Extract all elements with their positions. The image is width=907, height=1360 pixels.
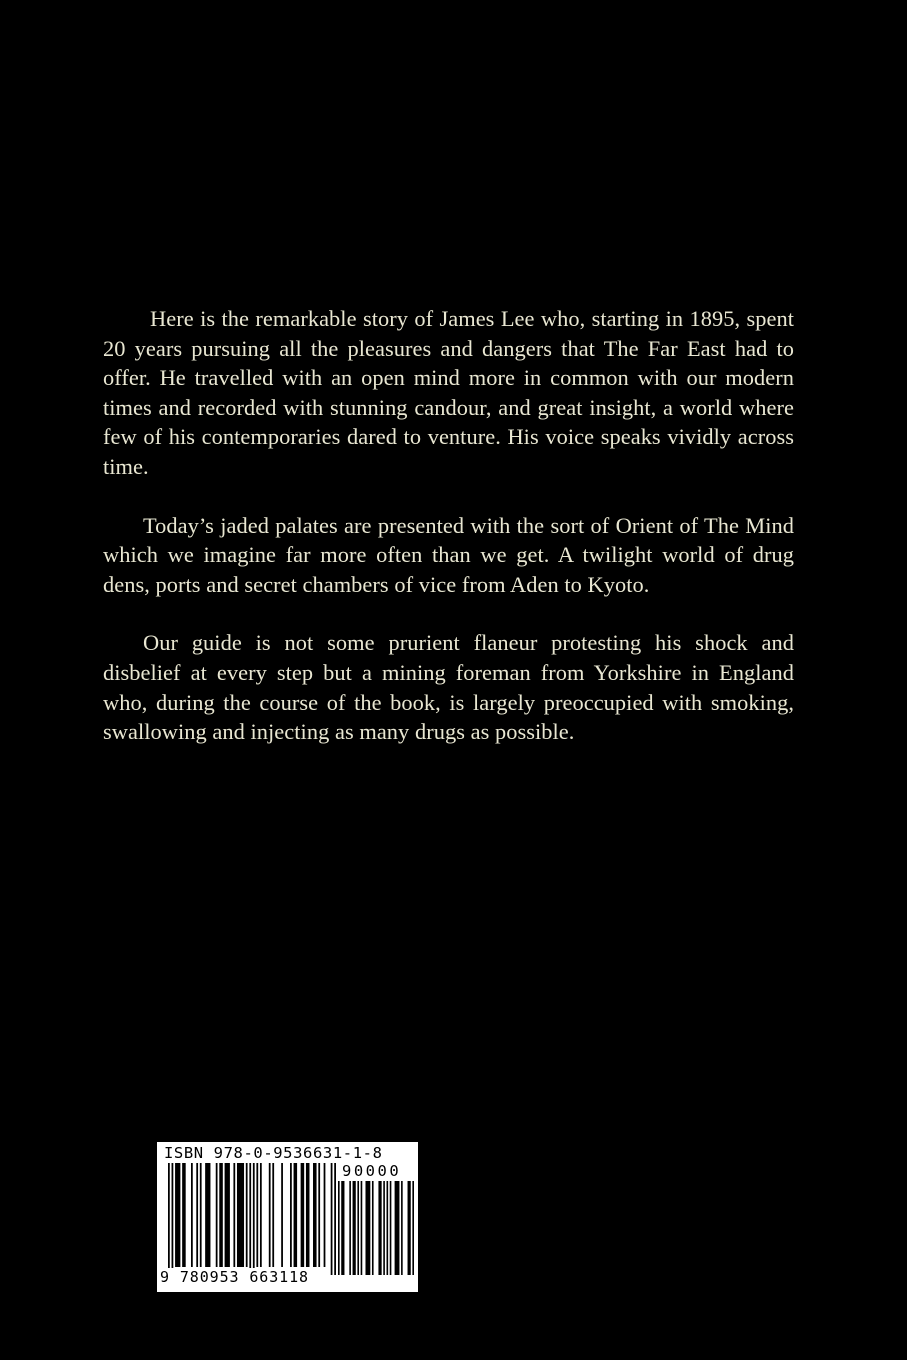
barcode-bar (253, 1163, 255, 1275)
barcode-bar (233, 1163, 235, 1267)
ean13-bars (168, 1163, 336, 1281)
barcode-bar (390, 1181, 392, 1275)
barcode-bar (353, 1181, 356, 1275)
barcode-bar (200, 1163, 202, 1267)
barcode-bar (191, 1163, 193, 1267)
barcode-bar (294, 1163, 298, 1267)
barcode-bar (387, 1181, 389, 1275)
barcode-bar (219, 1163, 223, 1267)
barcode-bar (378, 1181, 381, 1275)
barcode-bar (401, 1181, 403, 1275)
barcode-bar (216, 1163, 218, 1267)
isbn-label: ISBN 978-0-9536631-1-8 (164, 1144, 383, 1162)
barcode-bar (334, 1163, 336, 1275)
barcode-bar (331, 1163, 333, 1275)
blurb-paragraph-1: Here is the remarkable story of James Lee who, starting in 1895, spent 20 years pursuing all the pleasures and dangers that The Far East had to offer. He travelled with an open mind more in common with our modern times and recorded with stunning candour, and great insight, a world where few of his contemporaries dared to venture. His voice speaks vividly across time. (103, 306, 794, 479)
barcode-bar (349, 1181, 351, 1275)
barcode-bar (301, 1163, 305, 1267)
barcode-bar (365, 1181, 370, 1275)
barcode-bar (412, 1181, 414, 1275)
barcode-bar (260, 1163, 262, 1267)
barcode-bar (196, 1163, 198, 1267)
barcode-bar (249, 1163, 251, 1275)
barcode-bar (168, 1163, 170, 1275)
barcode-bar (357, 1181, 359, 1275)
barcode-bar (408, 1181, 411, 1275)
barcode-bar (225, 1163, 230, 1267)
barcode-bar (269, 1163, 271, 1267)
price-code: 90000 (342, 1162, 402, 1180)
blurb-paragraph-3: Our guide is not some prurient flaneur protesting his shock and disbelief at every step but a mining foreman from Yorkshire in England who, during the course of the book, is largely preoccupied with smoking, swallowing and injecting as many drugs as possible. (103, 630, 794, 745)
barcode-bar (175, 1163, 180, 1267)
barcode-bar (237, 1163, 244, 1267)
barcode-bar (383, 1181, 385, 1275)
barcode-bar (372, 1181, 374, 1275)
barcode-bar (318, 1163, 320, 1267)
barcode-bar (395, 1181, 400, 1275)
barcode-bar (256, 1163, 258, 1267)
barcode-bar (290, 1163, 292, 1267)
barcode-bar (172, 1163, 174, 1275)
addon-bars (338, 1181, 414, 1281)
barcode-bar (272, 1163, 274, 1267)
barcode-bar (361, 1181, 363, 1275)
barcode-bar (182, 1163, 186, 1267)
barcode-bar (324, 1163, 326, 1267)
barcode-bar (338, 1181, 340, 1275)
barcode-bar (205, 1163, 210, 1267)
ean-digits: 9 780953 663118 (160, 1268, 309, 1286)
barcode-bar (341, 1181, 344, 1275)
blurb-paragraph-2: Today’s jaded palates are presented with the sort of Orient of The Mind which we imagine far more often than we get. A twilight world of drug dens, ports and secret chambers of vice from Aden to Kyoto. (103, 512, 794, 597)
blurb-text (103, 304, 794, 747)
isbn-barcode (157, 1142, 418, 1292)
barcode-bar (281, 1163, 283, 1267)
barcode-bar (313, 1163, 317, 1267)
barcode-bar (306, 1163, 310, 1267)
barcode-bar (246, 1163, 248, 1267)
